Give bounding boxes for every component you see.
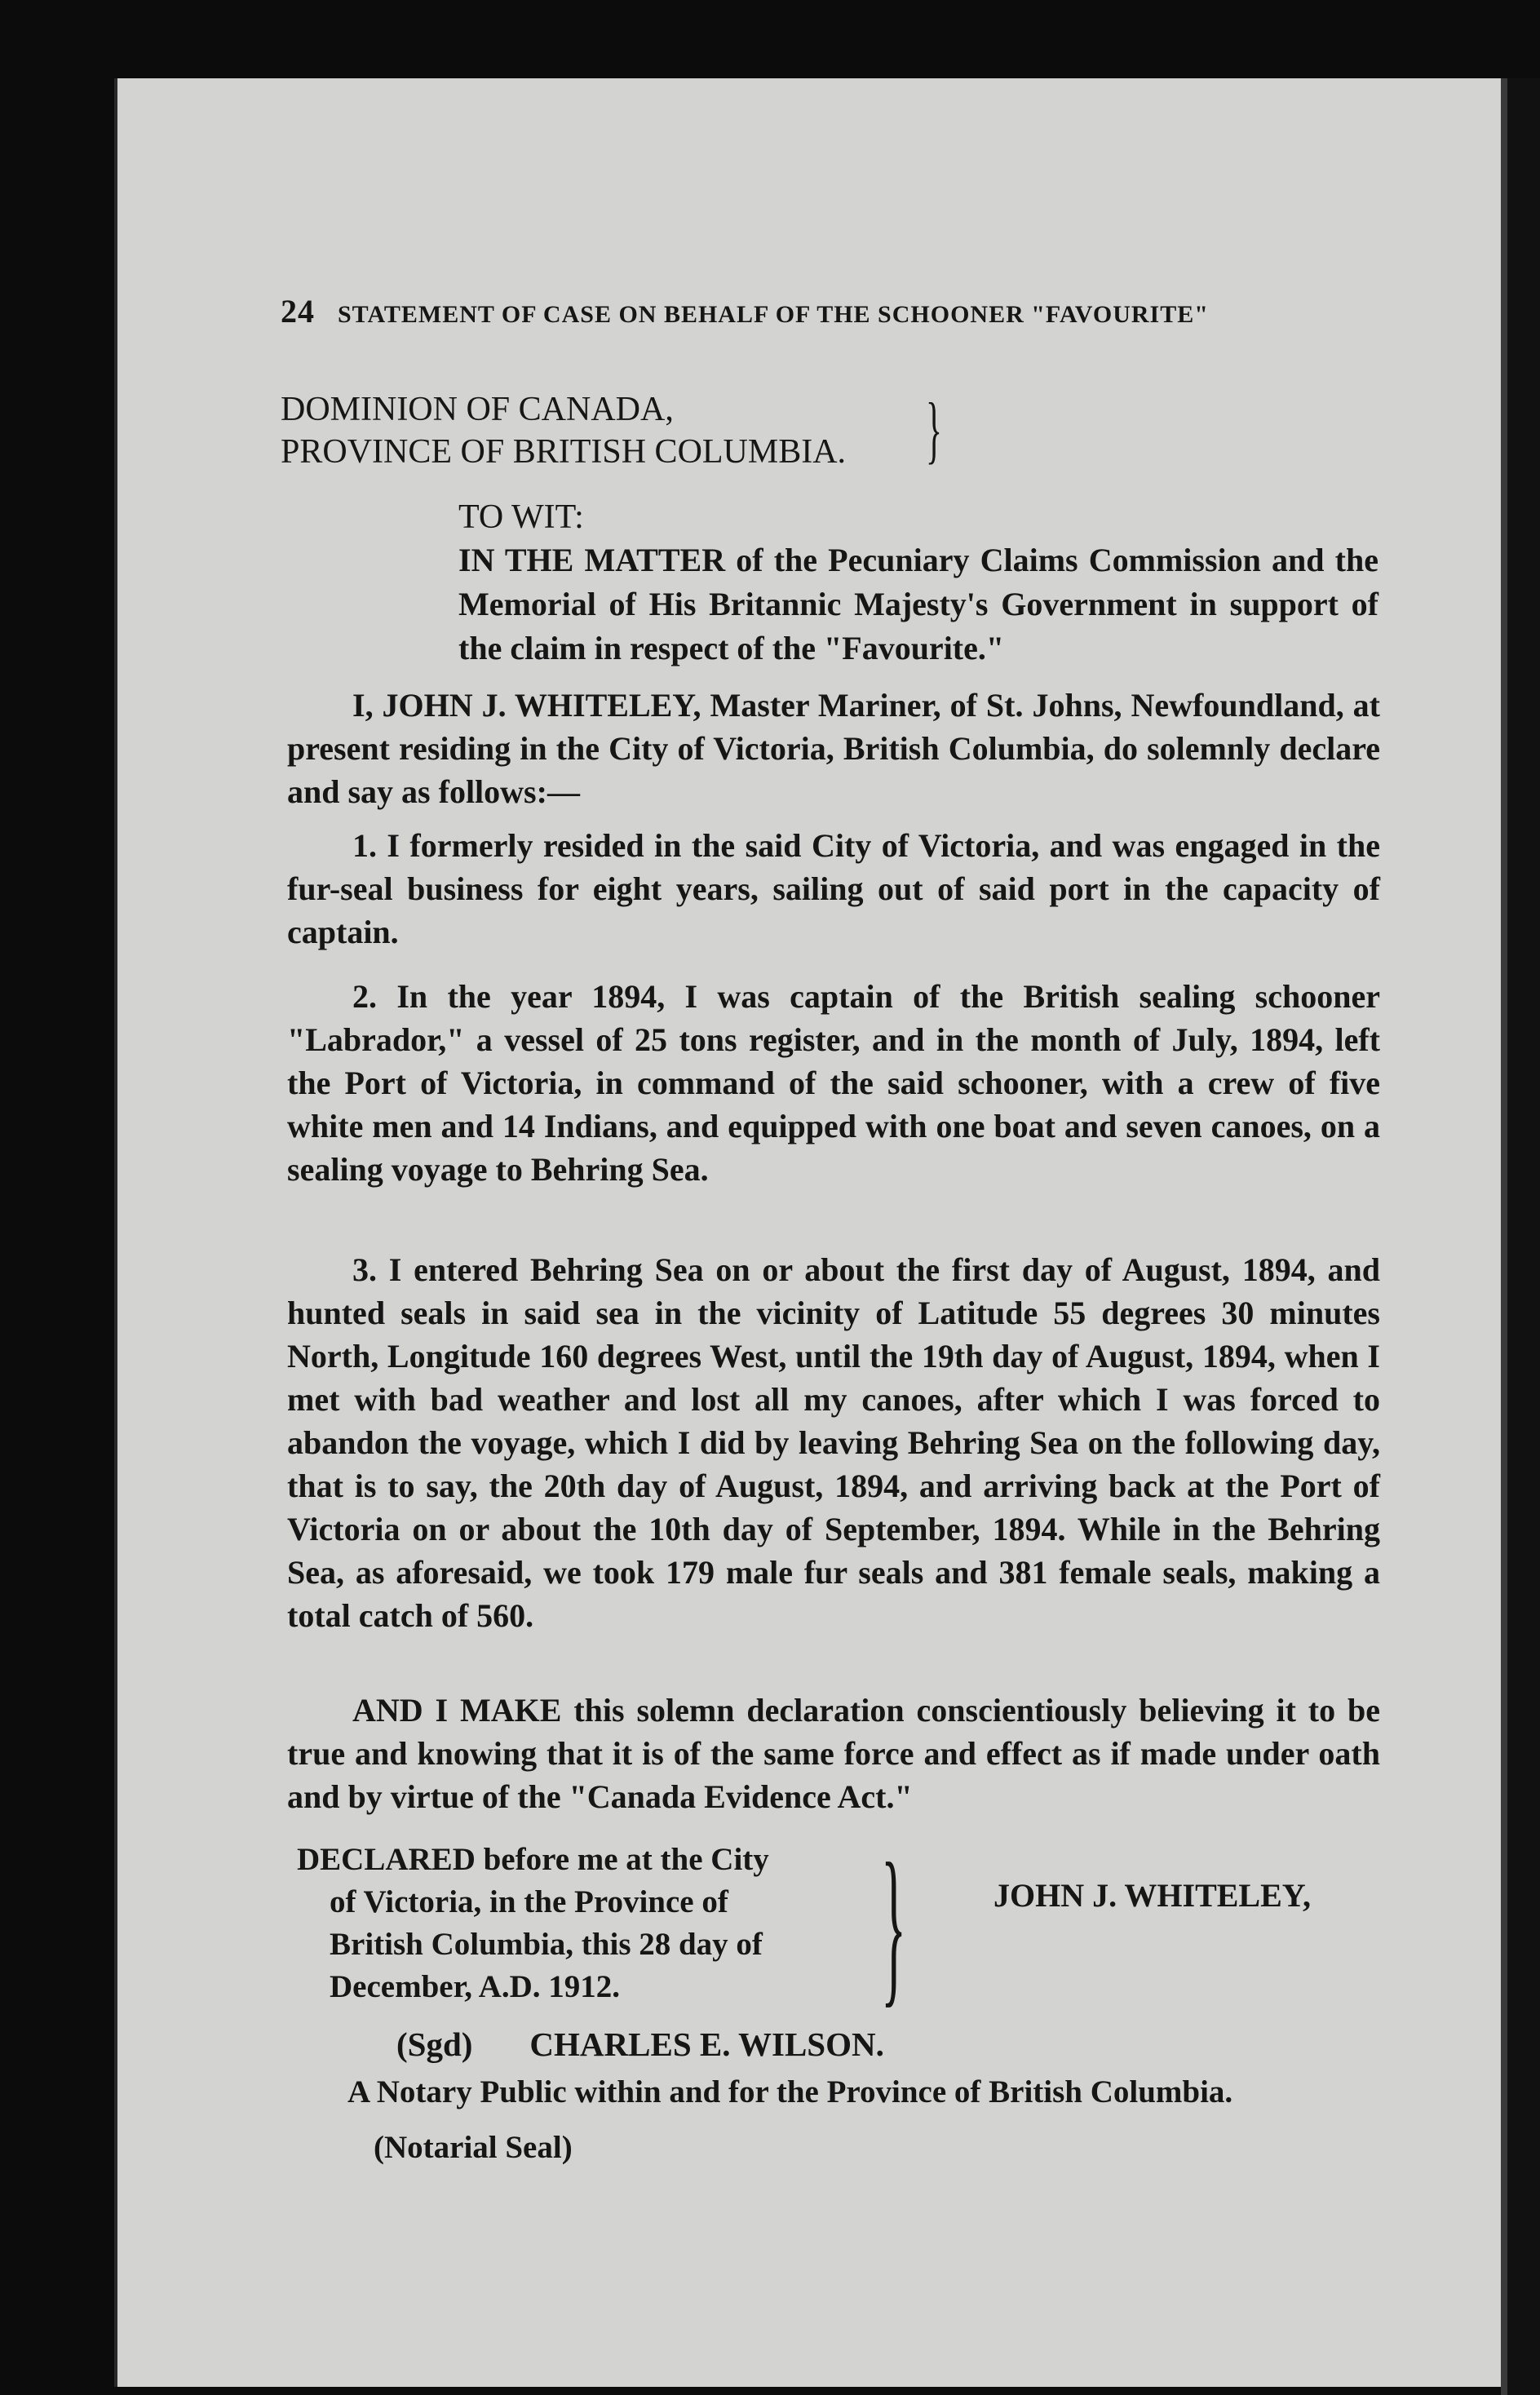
declared-block: [297, 1839, 884, 2008]
solemn-declaration: AND I MAKE this solemn declaration conscientiously believing it to be true and knowing that it is of the same force and effect as if made under oath and by virtue of the "Canada Evidence Act.": [287, 1692, 1380, 1815]
running-title: STATEMENT OF CASE ON BEHALF OF THE SCHOONER "FAVOURITE": [338, 301, 1209, 328]
notary-name: CHARLES E. WILSON.: [529, 2025, 884, 2063]
declared-brace: }: [881, 1827, 907, 2022]
jurisdiction-brace: }: [926, 387, 942, 471]
declared-line4: December, A.D. 1912.: [330, 1969, 620, 2004]
declared-line2: of Victoria, in the Province of: [330, 1884, 728, 1919]
paragraph-3: 3. I entered Behring Sea on or about the first day of August, 1894, and hunted seals in said sea in the vicinity of Latitude 55 degrees 30 minutes North, Longitude 160 degrees West, until the 19th day of August, 1894, when I met with bad weather and lost all my canoes, after which I was forced to abandon the voyage, which I did by leaving Behring Sea on the following day, that is to say, the 20th day of August, 1894, and arriving back at the Port of Victoria on or about the 10th day of September, 1894. While in the Behring Sea, as aforesaid, we took 179 male fur seals and 381 female seals, making a total catch of 560.: [287, 1251, 1380, 1634]
page-edge: [1501, 78, 1507, 2395]
jurisdiction-line2: PROVINCE OF BRITISH COLUMBIA.: [281, 433, 847, 471]
declared-line3: British Columbia, this 28 day of: [330, 1927, 763, 1962]
declared-line1: DECLARED before me at the City: [297, 1842, 769, 1877]
jurisdiction-line1: DOMINION OF CANADA,: [281, 391, 674, 428]
jurisdiction-block: [281, 388, 846, 473]
notary-title: A Notary Public within and for the Province of British Columbia.: [347, 2074, 1233, 2109]
page-number: 24: [281, 293, 315, 330]
declaration-intro: I, JOHN J. WHITELEY, Master Mariner, of St. Johns, Newfoundland, at present residing in the City of Victoria, British Columbia, do solemnly declare and say as follows:—: [287, 687, 1380, 810]
signed-line: [396, 2025, 884, 2064]
sgd-label: (Sgd): [396, 2025, 473, 2063]
notarial-seal: (Notarial Seal): [374, 2130, 573, 2165]
matter-statement: IN THE MATTER of the Pecuniary Claims Commission and the Memorial of His Britannic Majesty's Government in support of the claim in respect of the "Favourite.": [458, 542, 1378, 666]
running-header: [281, 292, 1341, 330]
paragraph-2: 2. In the year 1894, I was captain of the British sealing schooner "Labrador," a vessel of 25 tons register, and in the month of July, 1894, left the Port of Victoria, in command of the said schooner, with a crew of five white men and 14 Indians, and equipped with one boat and seven canoes, on a sealing voyage to Behring Sea.: [287, 978, 1380, 1188]
page-edge-strip: [1501, 78, 1540, 2395]
declarant-signature: JOHN J. WHITELEY,: [993, 1877, 1312, 1914]
to-wit: TO WIT:: [458, 498, 584, 536]
paragraph-1: 1. I formerly resided in the said City of Victoria, and was engaged in the fur-seal business for eight years, sailing out of said port in the capacity of captain.: [287, 827, 1380, 950]
